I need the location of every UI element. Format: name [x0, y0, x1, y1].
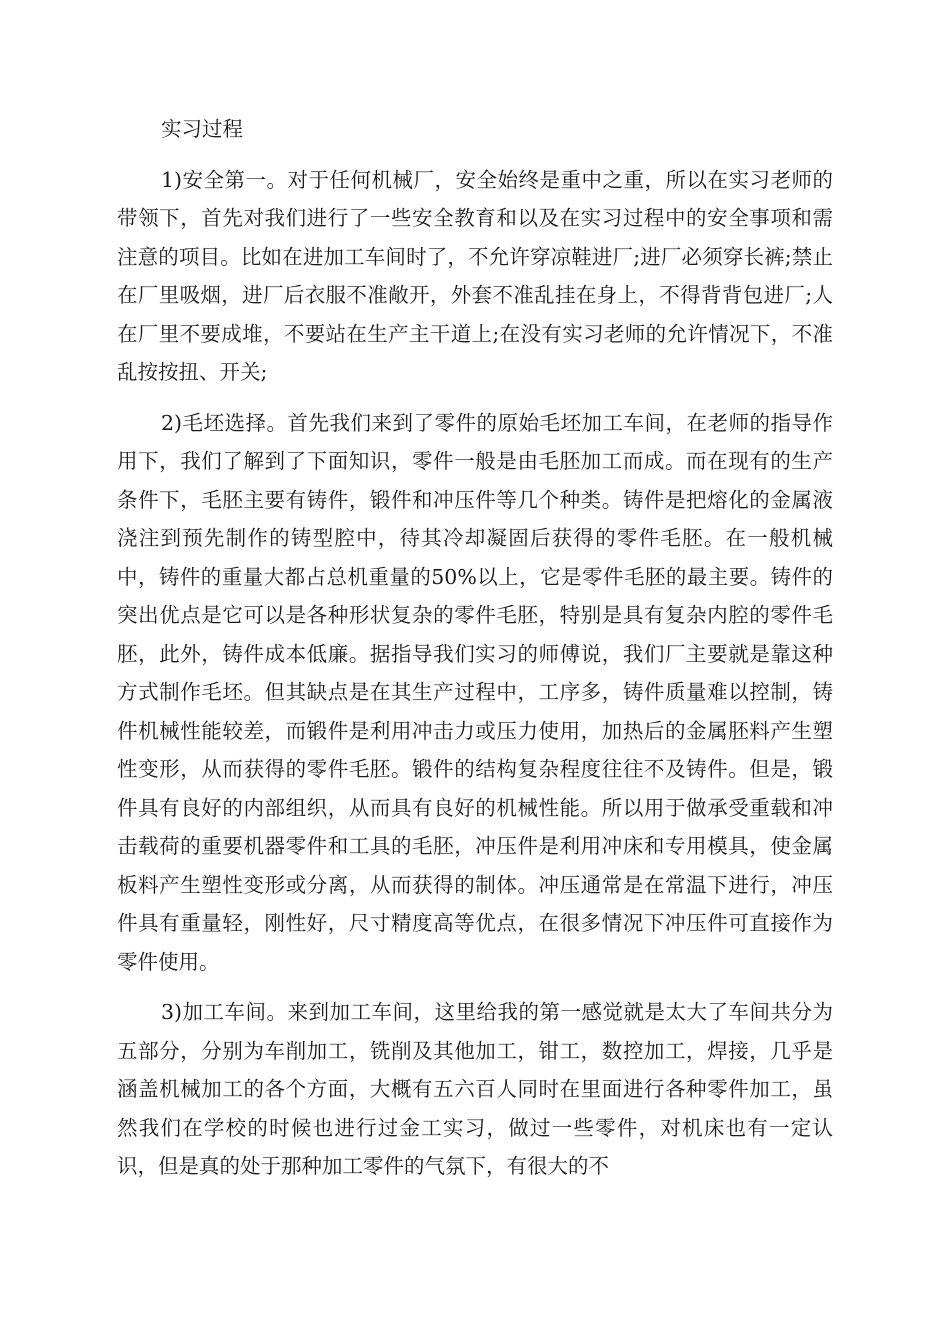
- section-heading: 实习过程: [161, 117, 243, 141]
- paragraph-machining-workshop: 3)加工车间。来到加工车间，这里给我的第一感觉就是太大了车间共分为五部分，分别为车削加工，铣削及其他加工，钳工，数控加工，焊接，几乎是涵盖机械加工的各个方面，大概有五六百人同时在里面进行各种零件加工，虽然我们在学校的时候也进行过金工实习，做过一些零件，对机床也有一定认识，但是真的处于那种加工零件的气氛下，有很大的不: [117, 1000, 833, 1178]
- paragraph-safety: 1)安全第一。对于任何机械厂，安全始终是重中之重，所以在实习老师的带领下，首先对我们进行了一些安全教育和以及在实习过程中的安全事项和需注意的项目。比如在进加工车间时了，不允许穿凉鞋进厂;进厂必须穿长裤;禁止在厂里吸烟，进厂后衣服不准敞开，外套不准乱挂在身上，不得背背包进厂;人在厂里不要成堆，不要站在生产主干道上;在没有实习老师的允许情况下，不准乱按按扭、开关;: [117, 167, 833, 384]
- paragraph-blank-selection: 2)毛坯选择。首先我们来到了零件的原始毛坯加工车间，在老师的指导作用下，我们了解到了下面知识，零件一般是由毛胚加工而成。而在现有的生产条件下，毛胚主要有铸件，锻件和冲压件等几个种类。铸件是把熔化的金属液浇注到预先制作的铸型腔中，待其冷却凝固后获得的零件毛胚。在一般机械中，铸件的重量大都占总机重量的50%以上，它是零件毛胚的最主要。铸件的突出优点是它可以是各种形状复杂的零件毛胚，特别是具有复杂内腔的零件毛胚，此外，铸件成本低廉。据指导我们实习的师傅说，我们厂主要就是靠这种方式制作毛坯。但其缺点是在其生产过程中，工序多，铸件质量难以控制，铸件机械性能较差，而锻件是利用冲击力或压力使用，加热后的金属胚料产生塑性变形，从而获得的零件毛胚。锻件的结构复杂程度往往不及铸件。但是，锻件具有良好的内部组织，从而具有良好的机械性能。所以用于做承受重载和冲击载荷的重要机器零件和工具的毛胚，冲压件是利用冲床和专用模具，使金属板料产生塑性变形或分离，从而获得的制体。冲压通常是在常温下进行，冲压件具有重量轻，刚性好，尺寸精度高等优点，在很多情况下冲压件可直接作为零件使用。: [117, 410, 833, 974]
- document-body: [117, 110, 833, 1198]
